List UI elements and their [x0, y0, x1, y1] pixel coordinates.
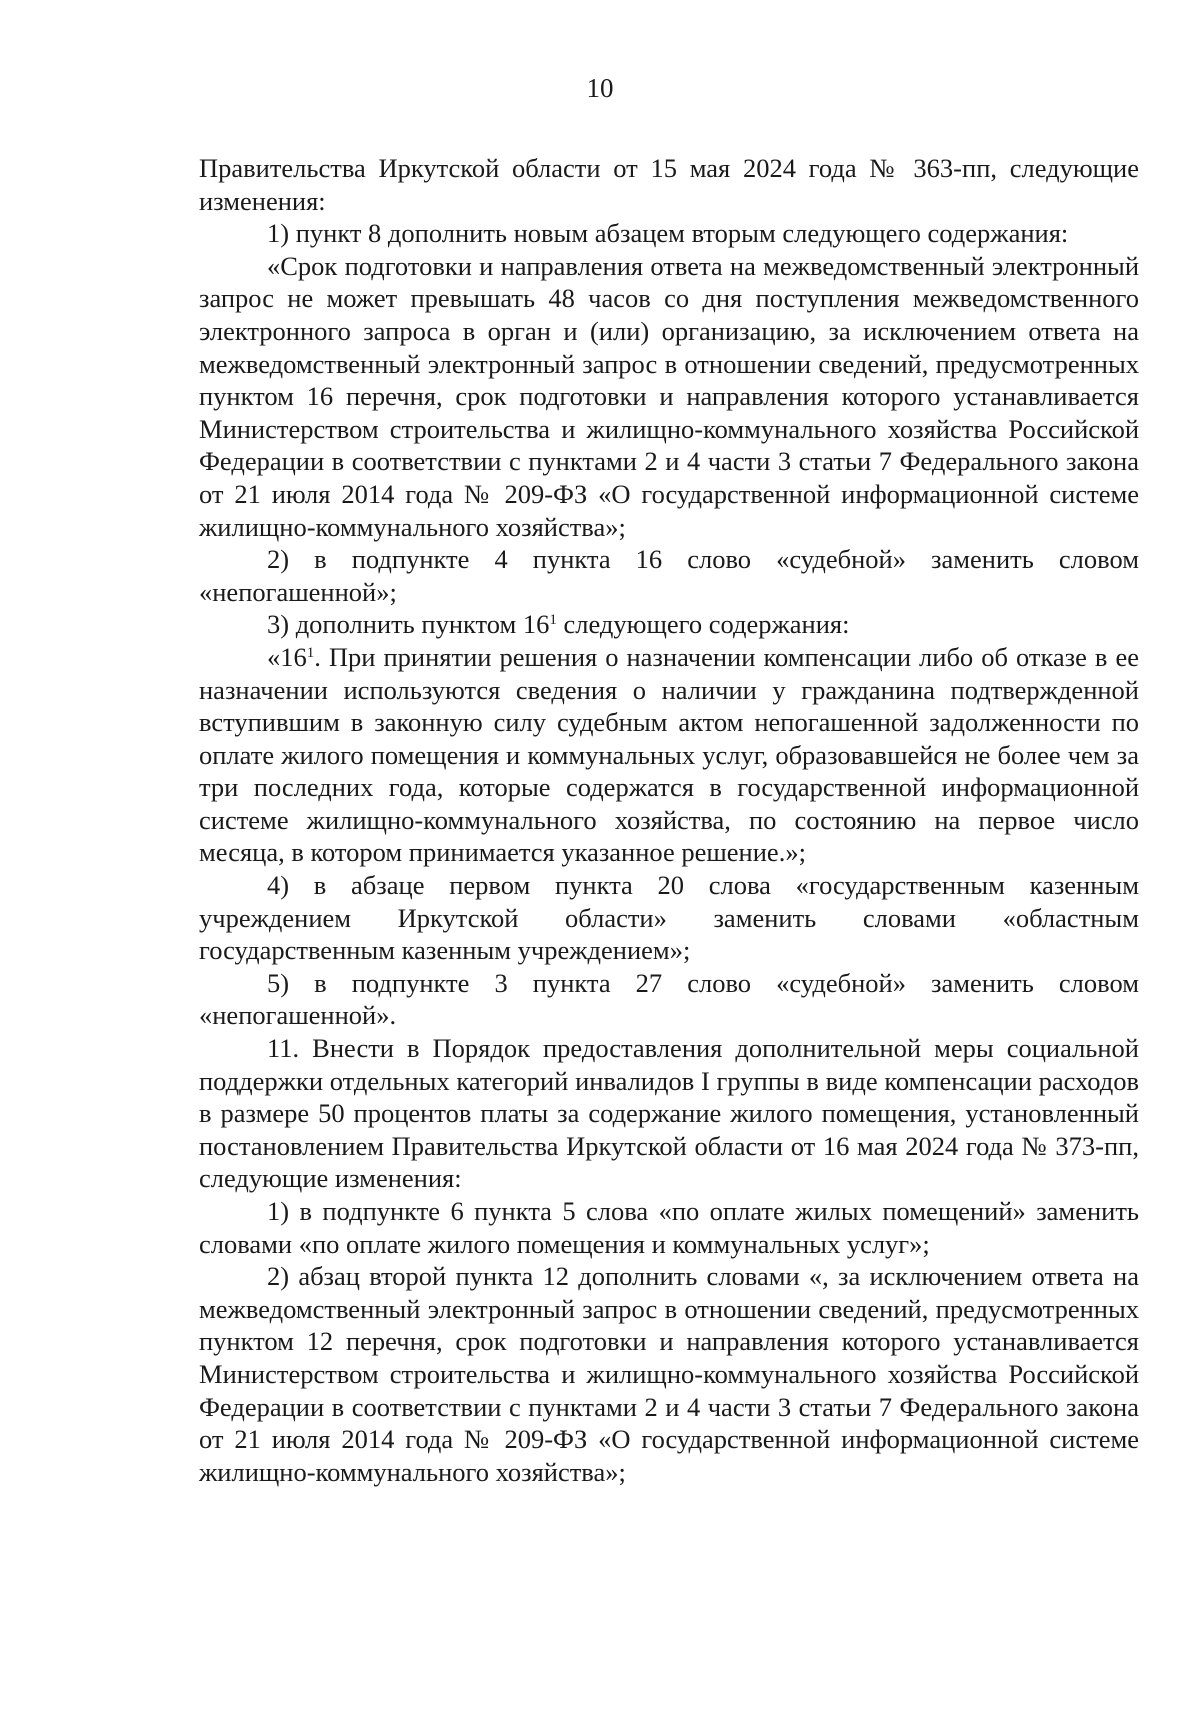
paragraph-item-4: 4) в абзаце первом пункта 20 слова «государственным казенным учреждением Иркутской области» заменить словами «областным государственным казенным учреждением»; — [199, 870, 1139, 966]
paragraph-section-11: 11. Внести в Порядок предоставления дополнительной меры социальной поддержки отдельных категорий инвалидов I группы в виде компенсации расходов в размере 50 процентов платы за содержание жилого помещения, установленный постановлением Правительства Иркутской области от 16 мая 2024 года № 373-пп, следующие изменения: — [199, 1033, 1139, 1194]
paragraph-item-2: 2) в подпункте 4 пункта 16 слово «судебной» заменить словом «непогашенной»; — [199, 544, 1139, 607]
document-body — [199, 152, 1139, 1488]
paragraph-item-3 — [199, 608, 1139, 641]
paragraph-item-3-after: следующего содержания: — [556, 609, 850, 640]
paragraph-item-1: 1) пункт 8 дополнить новым абзацем вторым следующего содержания: — [267, 218, 1069, 249]
paragraph-quote-16-1-after: . При принятии решения о назначении компенсации либо об отказе в ее назначении используются сведения о наличии у гражданина подтвержденной вступившим в законную силу судебным актом непогашенной задолженности по оплате жилого помещения и коммунальных услуг, образовавшейся не более чем за три последних года, которые содержатся в государственной информационной системе жилищно-коммунального хозяйства, по состоянию на первое число месяца, в котором принимается указанное решение.»; — [199, 641, 1139, 868]
paragraph-item-3-sup: 1 — [549, 612, 557, 629]
paragraph-quote-16-1 — [199, 641, 1139, 869]
page-number: 10 — [586, 73, 614, 103]
paragraph-quote-16-1-before: «16 — [267, 641, 307, 672]
paragraph-quote-16-1-sup: 1 — [306, 644, 315, 661]
paragraph-section-11-item-1: 1) в подпункте 6 пункта 5 слова «по оплате жилых помещений» заменить словами «по оплате жилого помещения и коммунальных услуг»; — [199, 1196, 1139, 1259]
paragraph-section-11-item-2: 2) абзац второй пункта 12 дополнить словами «, за исключением ответа на межведомственный электронный запрос в отношении сведений, предусмотренных пунктом 12 перечня, срок подготовки и направления которого устанавливается Министерством строительства и жилищно-коммунального хозяйства Российской Федерации в соответствии с пунктами 2 и 4 части 3 статьи 7 Федерального закона от 21 июля 2014 года № 209-ФЗ «О государственной информационной системе жилищно-коммунального хозяйства»; — [199, 1261, 1139, 1487]
paragraph-intro: Правительства Иркутской области от 15 мая 2024 года № 363-пп, следующие изменения: — [199, 153, 1139, 216]
paragraph-item-5: 5) в подпункте 3 пункта 27 слово «судебной» заменить словом «непогашенной». — [199, 967, 1139, 1031]
paragraph-quote-deadline: «Срок подготовки и направления ответа на межведомственный электронный запрос не может превышать 48 часов со дня поступления межведомственного электронного запроса в орган и (или) организацию, за исключением ответа на межведомственный электронный запрос в отношении сведений, предусмотренных пунктом 16 перечня, срок подготовки и направления которого устанавливается Министерством строительства и жилищно-коммунального хозяйства Российской Федерации в соответствии с пунктами 2 и 4 части 3 статьи 7 Федерального закона от 21 июля 2014 года № 209-ФЗ «О государственной информационной системе жилищно-коммунального хозяйства»; — [199, 250, 1139, 542]
paragraph-item-3-before: 3) дополнить пунктом 16 — [267, 609, 550, 640]
